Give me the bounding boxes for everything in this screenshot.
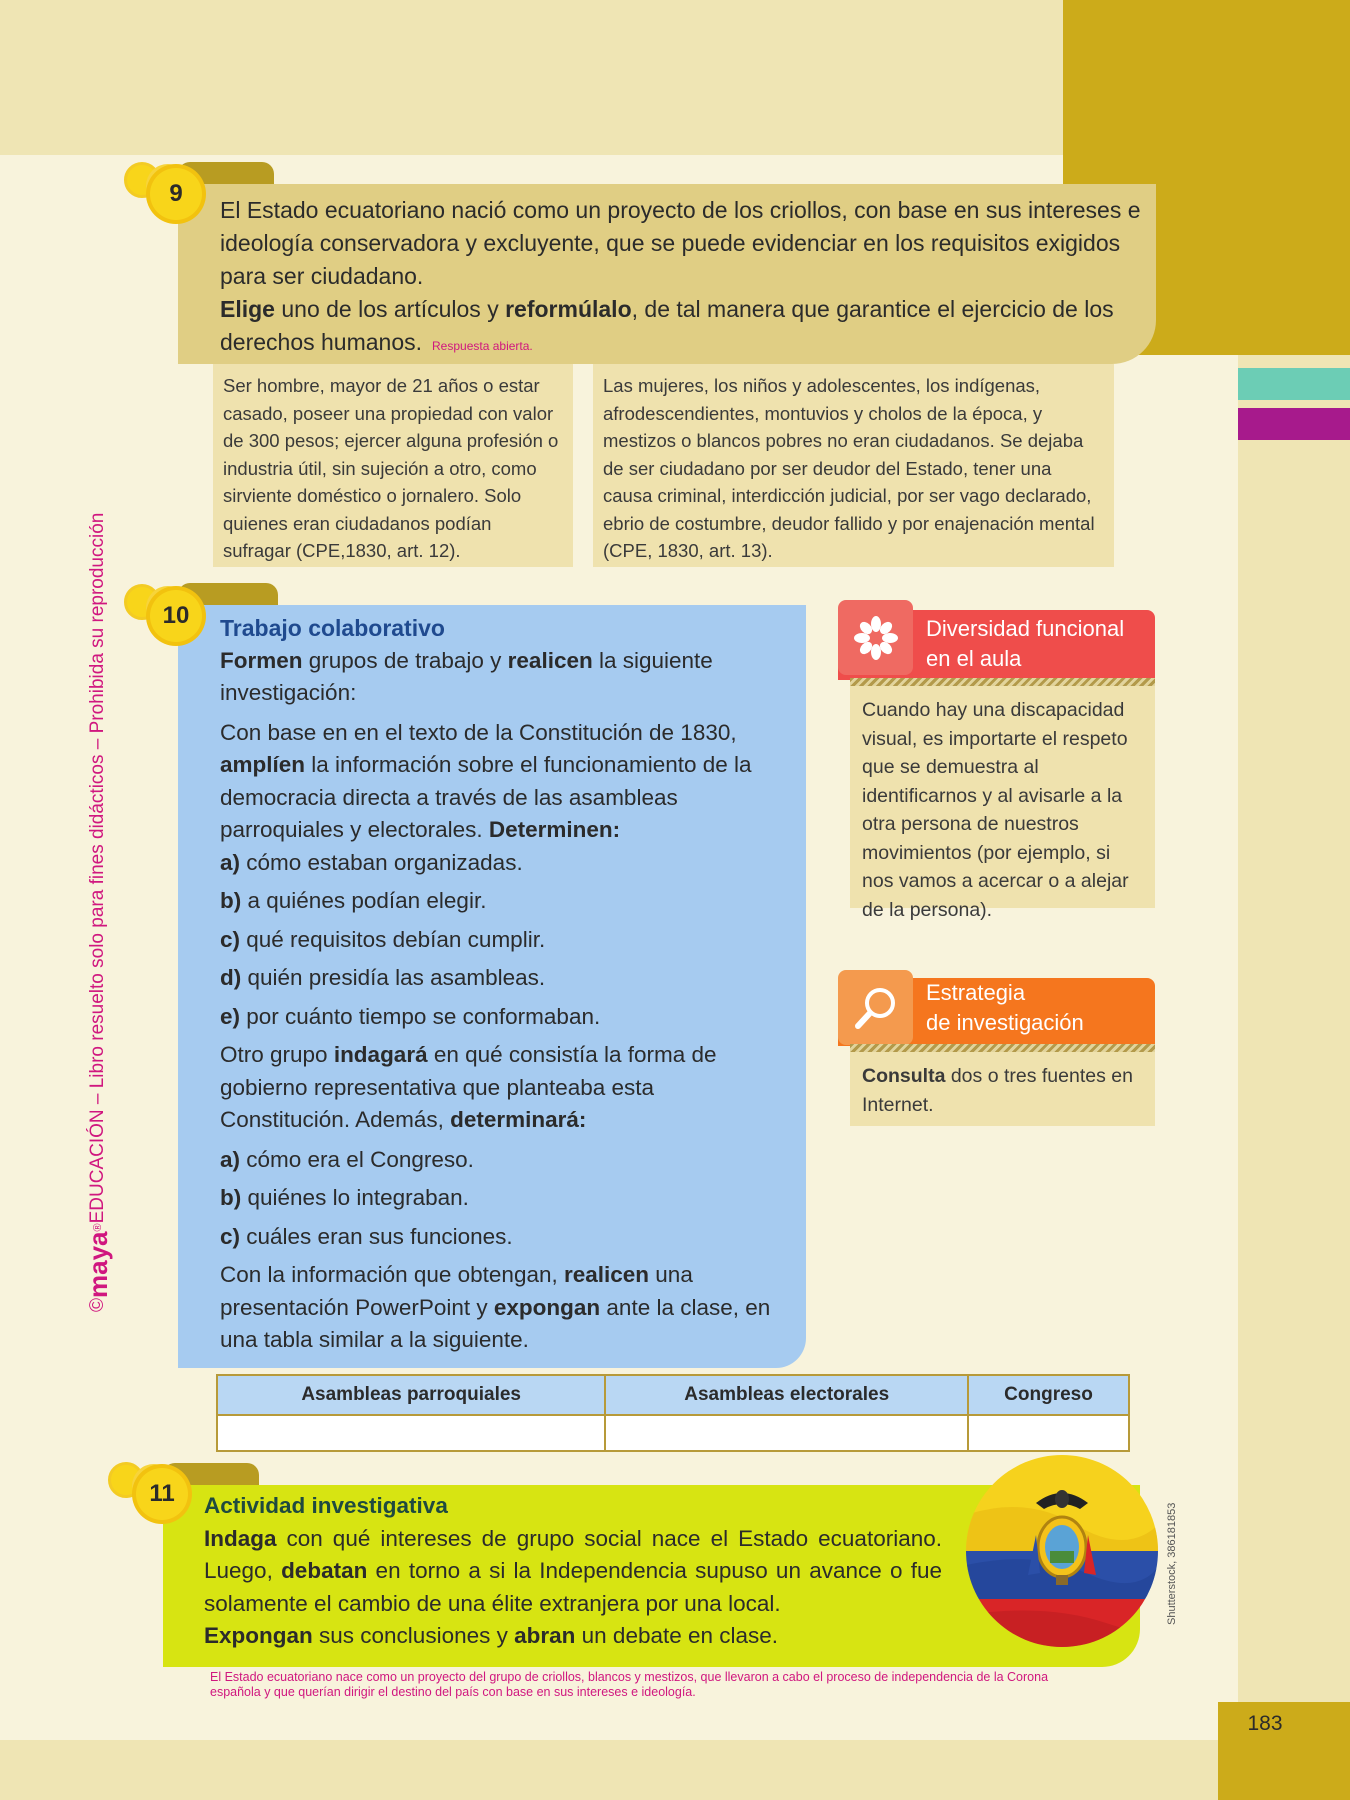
list-item [220, 1144, 790, 1177]
list-item [220, 1221, 790, 1254]
q9-number-badge: 9 [150, 168, 202, 220]
q10-verb-amplien: amplíen [220, 752, 306, 777]
list-item [220, 1182, 790, 1215]
list-item [220, 962, 790, 995]
q10-p4-text1: Con la información que obtengan, [220, 1262, 564, 1287]
q9-verb-elige: Elige [220, 296, 275, 322]
list-item [220, 885, 790, 918]
table-cell [217, 1415, 605, 1451]
investigation-table [216, 1374, 1130, 1452]
q9-answer-note: Respuesta abierta. [432, 339, 533, 353]
diversity-title-line2: en el aula [926, 646, 1022, 671]
ecuador-flag-image [966, 1455, 1158, 1647]
q10-p2-text1: Con base en en el texto de la Constitución de 1830, [220, 719, 737, 745]
magenta-section-tab [1238, 408, 1350, 440]
page-number: 183 [1247, 1712, 1283, 1735]
list-text: quiénes lo integraban. [241, 1185, 469, 1210]
list-text: por cuánto tiempo se conformaban. [240, 1003, 601, 1029]
q11-text2: en torno a si la Independencia supuso un avance o fue solamente el cambio de una élite extranjera por una local. [204, 1558, 942, 1616]
teal-section-tab [1238, 368, 1350, 400]
q10-paragraph-4 [220, 1259, 790, 1357]
list-letter: a) [220, 1146, 241, 1172]
q11-verb-abran: abran [514, 1623, 576, 1648]
q9-text [220, 194, 1148, 363]
strategy-title-line2: de investigación [926, 1010, 1084, 1035]
list-text: a quiénes podían elegir. [241, 888, 487, 913]
list-text: cuáles eran sus funciones. [240, 1223, 513, 1249]
q10-p3-text2: en qué consistía la forma de gobierno representativa que planteaba esta Constitución. Además, [220, 1042, 717, 1132]
table-header-cell: Asambleas parroquiales [217, 1375, 605, 1415]
q10-p1-text2: la siguiente investigación: [220, 647, 713, 705]
registered-mark: ® [92, 1223, 104, 1232]
q11-verb-debatan: debatan [281, 1558, 368, 1583]
diversity-card-body: Cuando hay una discapacidad visual, es importarte el respeto que se demuestra al identificarnos y al avisarle a la otra persona de nuestros movimientos (por ejemplo, si nos vamos a acercar o a alejar de la persona). [850, 686, 1155, 908]
q10-verb-formen: Formen [220, 647, 303, 673]
list-letter: a) [220, 849, 241, 875]
list-text: cómo estaban organizadas. [240, 849, 523, 875]
q10-paragraph-3 [220, 1039, 790, 1137]
q9-verb-reformulalo: reformúlalo [505, 296, 632, 322]
table-cell [968, 1415, 1129, 1451]
q10-verb-expongan: expongan [493, 1294, 601, 1320]
list-item [220, 847, 790, 880]
magnifier-icon [838, 970, 913, 1045]
list-letter: d) [220, 965, 242, 990]
q9-intro: El Estado ecuatoriano nació como un proyecto de los criollos, con base en sus intereses e ideología conservadora y excluyente, que se puede evidenciar en los requisitos exigidos para ser ciudadano. [220, 197, 1141, 289]
table-header-cell: Congreso [968, 1375, 1129, 1415]
strategy-divider [850, 1044, 1155, 1052]
diversity-title-line1: Diversidad funcional [926, 616, 1125, 641]
strategy-verb-consulta: Consulta [862, 1065, 946, 1087]
list-text: quién presidía las asambleas. [241, 965, 546, 990]
q11-content [204, 1490, 942, 1653]
list-letter: b) [220, 888, 242, 913]
list-letter: c) [220, 926, 241, 952]
q10-p1-text1: grupos de trabajo y [302, 647, 508, 673]
q10-paragraph-1 [220, 645, 790, 710]
flower-icon [838, 600, 913, 675]
list-letter: e) [220, 1003, 241, 1029]
table-header-cell: Asambleas electorales [605, 1375, 968, 1415]
strategy-title-line1: Estrategia [926, 980, 1026, 1005]
q11-text3: sus conclusiones y [312, 1623, 515, 1648]
q10-verb-indagara: indagará [333, 1042, 428, 1067]
q9-instruction-end: , de tal manera que garantice el ejercicio de los derechos humanos. [220, 296, 1114, 355]
table-cell [605, 1415, 968, 1451]
q9-instruction-mid: uno de los artículos y [274, 296, 506, 322]
list-text: qué requisitos debían cumplir. [240, 926, 546, 952]
q11-answer: El Estado ecuatoriano nace como un proyecto del grupo de criollos, blancos y mestizos, que llevaron a cabo el proceso de independencia de la Corona española y que querían dirigir el destino del país con base en sus intereses e ideología. [210, 1670, 1049, 1699]
q9-instruction [220, 293, 1148, 363]
bottom-band [0, 1740, 1350, 1800]
q11-paragraph-2 [204, 1620, 942, 1653]
table-header-row [217, 1375, 1129, 1415]
photo-credit: Shutterstock, 386181853 [1166, 1502, 1178, 1625]
q10-p3-text1: Otro grupo [220, 1042, 334, 1067]
list-letter: c) [220, 1223, 241, 1249]
list-item [220, 1001, 790, 1034]
list-letter: b) [220, 1185, 242, 1210]
diversity-divider [850, 678, 1155, 686]
q11-verb-expongan: Expongan [204, 1623, 313, 1648]
q10-verb-determinen: Determinen: [488, 817, 621, 842]
q11-text4: un debate en clase. [575, 1623, 779, 1648]
q10-p4-text2: una presentación PowerPoint y [220, 1262, 693, 1320]
q10-p4-text3: ante la clase, en una tabla similar a la siguiente. [220, 1294, 771, 1352]
list-item [220, 924, 790, 957]
brand-logo: maya [82, 1231, 113, 1298]
list-text: cómo era el Congreso. [240, 1146, 474, 1172]
q11-text1: con qué intereses de grupo social nace el Estado ecuatoriano. Luego, [204, 1525, 942, 1583]
q11-title: Actividad investigativa [204, 1493, 448, 1518]
coat-of-arms-icon [1028, 1490, 1096, 1585]
q10-verb-realicen-2: realicen [563, 1262, 650, 1287]
q11-number-badge: 11 [136, 1468, 188, 1520]
right-margin-strip [1238, 355, 1350, 1800]
q10-paragraph-2 [220, 717, 790, 847]
side-copyright [68, 492, 128, 1312]
q10-title: Trabajo colaborativo [220, 615, 445, 641]
q10-number-badge: 10 [150, 590, 202, 642]
q10-p2-text2: la información sobre el funcionamiento de la democracia directa a través de las asambleas parroquiales y electorales. [220, 752, 752, 842]
q9-answer-right: Las mujeres, los niños y adolescentes, los indígenas, afrodescendientes, montuvios y cholos de la época, y mestizos o blancos pobres no eran ciudadanos. Se dejaba de ser ciudadano por ser deudor del Estado, tener una causa criminal, interdicción judicial, por ser vago declarado, ebrio de costumbre, deudor fallido y por enajenación mental (CPE, 1830, art. 13). [593, 364, 1114, 567]
copyright-text: EDUCACIÓN – Libro resuelto solo para fines didácticos – Prohibida su reproducción [87, 512, 108, 1224]
q9-answer-left: Ser hombre, mayor de 21 años o estar casado, poseer una propiedad con valor de 300 pesos; ejercer alguna profesión o industria útil, sin sujeción a otro, como sirviente doméstico o jornalero. Solo quienes eran ciudadanos podían sufragar (CPE,1830, art. 12). [213, 364, 573, 567]
q11-verb-indaga: Indaga [204, 1525, 277, 1551]
q10-verb-determinara: determinará: [450, 1107, 587, 1132]
strategy-body-text: dos o tres fuentes en Internet. [862, 1065, 1133, 1116]
q10-content [220, 612, 790, 1364]
strategy-card-body [850, 1052, 1155, 1126]
table-row [217, 1415, 1129, 1451]
q11-paragraph-1 [204, 1523, 942, 1621]
q10-verb-realicen: realicen [507, 647, 593, 673]
copyright-symbol: © [87, 1298, 108, 1312]
